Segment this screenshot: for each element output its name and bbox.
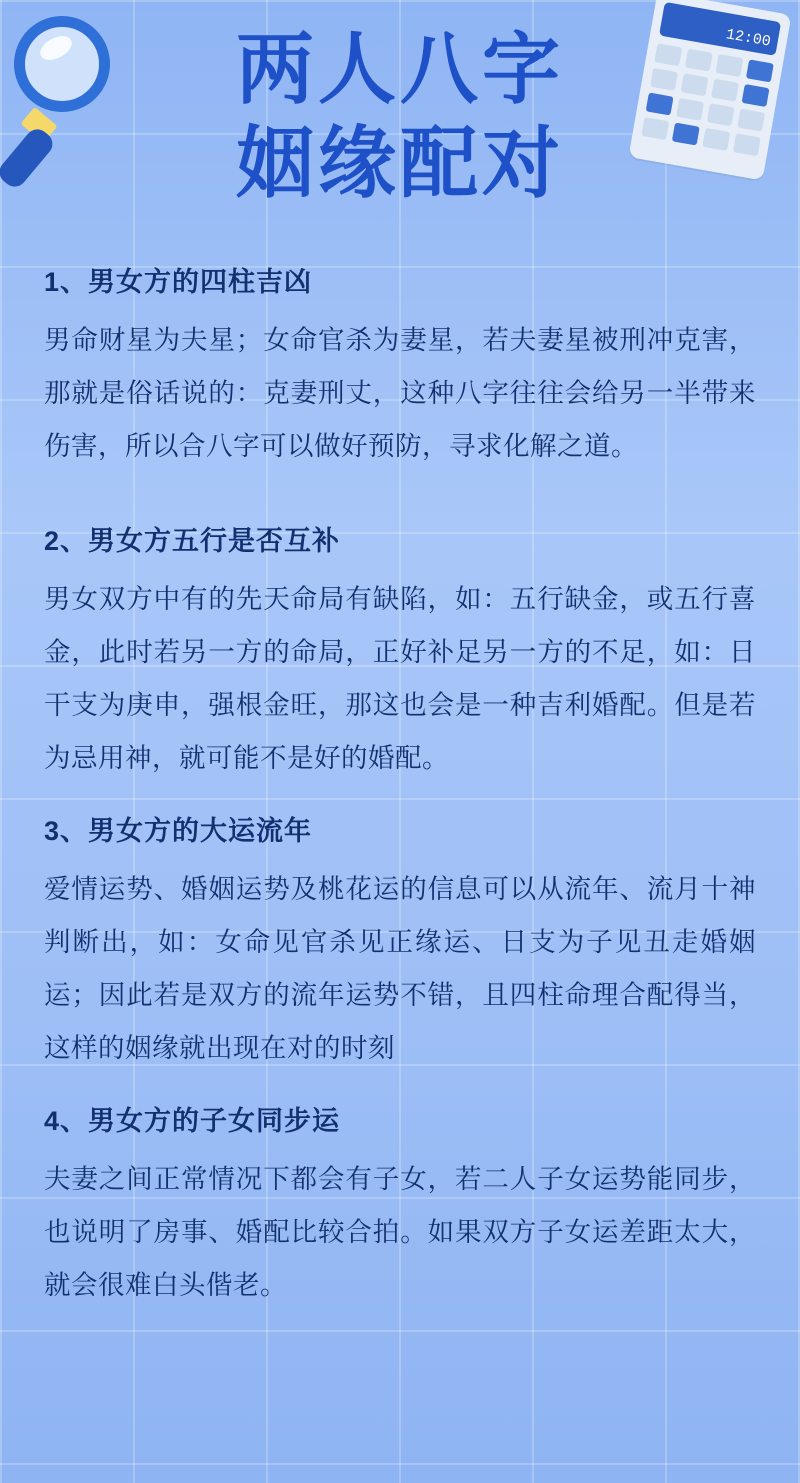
section-1-body: 男命财星为夫星；女命官杀为妻星，若夫妻星被刑冲克害，那就是俗话说的：克妻刑丈，这种八字往往会给另一半带来伤害，所以合八字可以做好预防，寻求化解之道。 [44,325,756,461]
calculator-key [702,128,730,151]
calculator-key [742,84,770,107]
section-4-body: 夫妻之间正常情况下都会有子女，若二人子女运势能同步，也说明了房事、婚配比较合拍。如果双方子女运差距太大，就会很难白头偕老。 [44,1164,756,1300]
section-3-body: 爱情运势、婚姻运势及桃花运的信息可以从流年、流月十神判断出，如：女命见官杀见正缘运、日支为子见丑走婚姻运；因此若是双方的流年运势不错，且四柱命理合配得当，这样的姻缘就出现在对的时刻 [44,874,756,1063]
section-2-body: 男女双方中有的先天命局有缺陷，如：五行缺金，或五行喜金，此时若另一方的命局，正好补足另一方的不足，如：日干支为庚申，强根金旺，那这也会是一种吉利婚配。但是若为忌用神，就可能不是好的婚配。 [44,584,756,773]
section-1 [44,260,756,473]
calculator-key [737,109,765,132]
magnifier-icon [6,10,126,195]
poster-content [0,260,800,1312]
calculator-key [685,49,713,72]
calculator-key [650,68,678,91]
calculator-key [646,92,674,115]
calculator-time: 12:00 [724,26,772,51]
magnifier-lens [14,16,110,112]
title-line-2: 姻缘配对 [235,119,564,207]
section-3-heading: 3、男女方的大运流年 [44,816,313,846]
calculator-key [746,59,774,82]
section-4-heading: 4、男女方的子女同步运 [44,1106,341,1136]
poster-header [0,0,800,250]
title-line-1: 两人八字 [235,25,564,113]
calculator-key [711,79,739,102]
section-3 [44,809,756,1075]
calculator-key [672,122,700,145]
calculator-key [681,73,709,96]
page-title [190,22,610,210]
section-2-heading: 2、男女方五行是否互补 [44,526,341,556]
calculator-key [654,43,682,66]
magnifier-handle [0,124,57,191]
calculator-icon [628,0,791,181]
calculator-key [715,54,743,77]
section-1-heading: 1、男女方的四柱吉凶 [44,267,313,297]
section-2 [44,519,756,785]
calculator-key [641,117,669,140]
calculator-keypad [641,43,774,156]
calculator-key [676,98,704,121]
calculator-key [707,103,735,126]
section-4 [44,1099,756,1312]
calculator-key [733,133,761,156]
